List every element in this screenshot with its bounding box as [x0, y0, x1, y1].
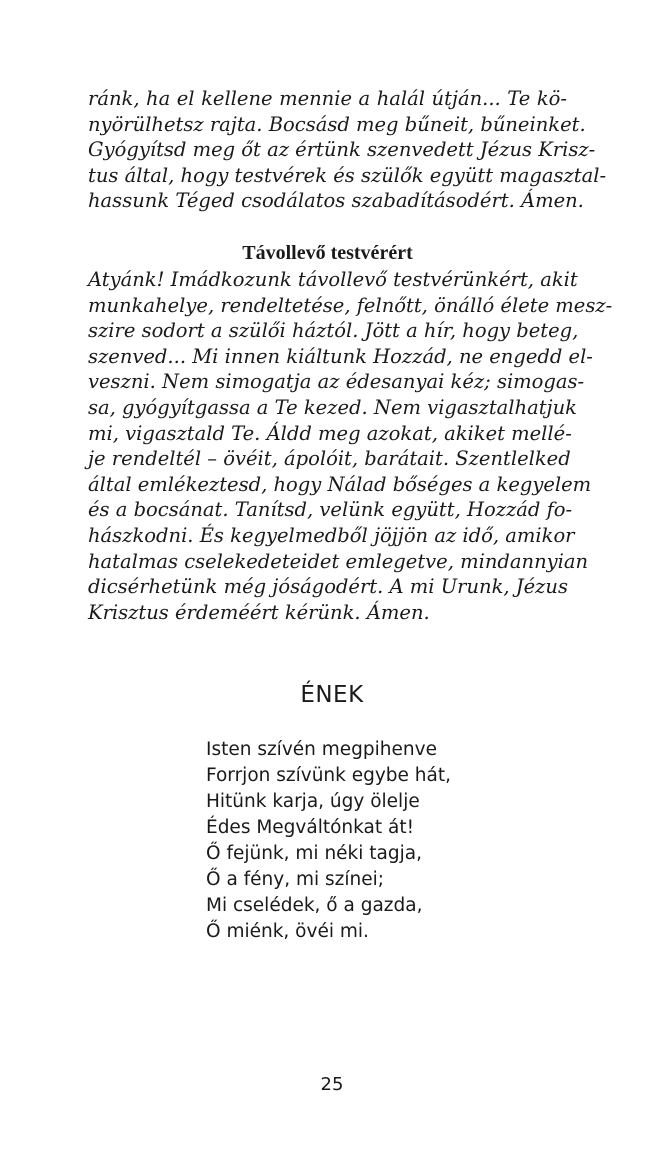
- text-line: hatalmas cselekedeteidet emlegetve, mindannyian: [88, 549, 589, 573]
- text-line: Krisztus érdeméért kérünk. Ámen.: [88, 600, 430, 624]
- song-heading: ÉNEK: [300, 682, 364, 708]
- text-line: tus által, hogy testvérek és szülők együtt magasztal-: [88, 163, 607, 187]
- verse-line: Forrjon szívünk egybe hát,: [206, 765, 452, 786]
- verse-line: Mi cselédek, ő a gazda,: [206, 895, 423, 916]
- prayer-subtitle: Távollevő testvérért: [242, 242, 413, 264]
- verse-line: Ő a fény, mi színei;: [206, 869, 384, 890]
- verse-line: Ő fejünk, mi néki tagja,: [206, 843, 422, 864]
- verse-line: Ő miénk, övéi mi.: [206, 921, 369, 942]
- text-line: szenved... Mi innen kiáltunk Hozzád, ne engedd el-: [88, 344, 593, 368]
- verse-line: Édes Megváltónkat át!: [206, 817, 415, 838]
- text-line: szire sodort a szülői háztól. Jött a hír, hogy beteg,: [88, 319, 579, 343]
- text-line: ránk, ha el kellene mennie a halál útján... Te kö-: [88, 87, 567, 110]
- text-line: sa, gyógyítgassa a Te kezed. Nem vigasztalhatjuk: [88, 395, 577, 419]
- text-line: je rendeltél – övéit, ápolóit, barátait. Szentlelked: [88, 447, 571, 471]
- text-line: Atyánk! Imádkozunk távollevő testvérünkért, akit: [88, 268, 578, 291]
- verse-line: Isten szívén megpihenve: [206, 739, 437, 760]
- text-line: hászkodni. És kegyelmedből jöjjön az idő, amikor: [88, 523, 575, 547]
- text-line: Gyógyítsd meg őt az értünk szenvedett Jézus Krisz-: [88, 138, 596, 162]
- text-line: veszni. Nem simogatja az édesanyai kéz; simogas-: [88, 370, 585, 394]
- song-verse: [206, 737, 451, 945]
- text-line: hassunk Téged csodálatos szabadításodért. Ámen.: [88, 189, 584, 213]
- text-line: nyörülhetsz rajta. Bocsásd meg bűneit, bűneinket.: [88, 112, 586, 136]
- page-number: 25: [320, 1074, 344, 1095]
- verse-line: Hitünk karja, úgy ölelje: [206, 791, 420, 812]
- text-line: dicsérhetünk még jóságodért. A mi Urunk, Jézus: [88, 575, 568, 599]
- text-line: által emlékeztesd, hogy Nálad bőséges a kegyelem: [88, 472, 592, 496]
- text-line: és a bocsánat. Tanítsd, velünk együtt, Hozzád fo-: [88, 498, 573, 522]
- prayer-paragraph: [88, 267, 613, 625]
- text-line: munkahelye, rendeltetése, felnőtt, önálló élete mesz-: [88, 293, 613, 317]
- prayer-paragraph-continued: [88, 86, 607, 214]
- text-line: mi, vigasztald Te. Áldd meg azokat, akiket mellé-: [88, 421, 572, 445]
